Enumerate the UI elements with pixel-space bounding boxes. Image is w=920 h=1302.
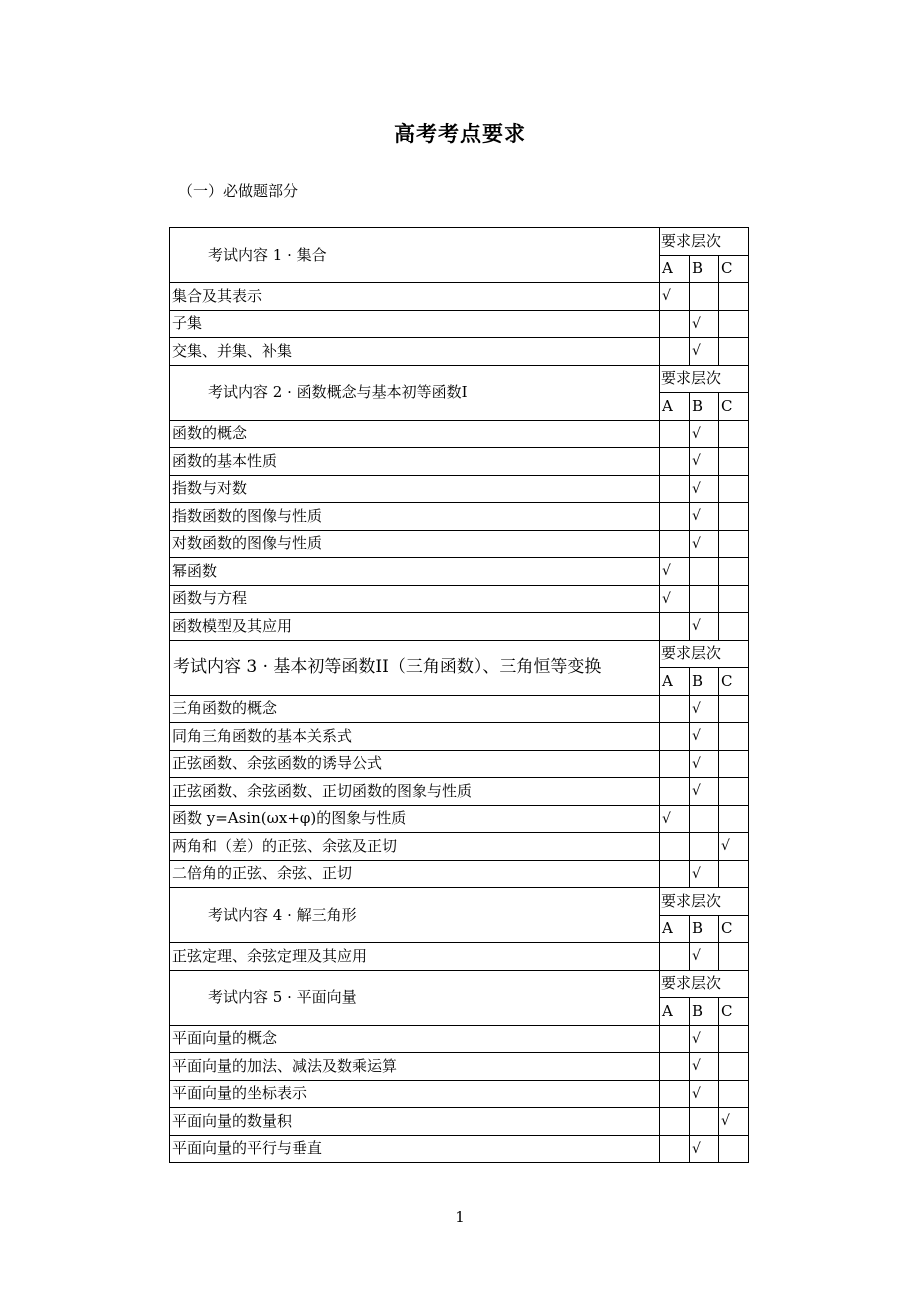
level-label: B — [690, 393, 719, 421]
group-title: 考试内容 3 · 基本初等函数II（三角函数）、三角恒等变换 — [170, 640, 660, 695]
topic-name: 平面向量的加法、减法及数乘运算 — [170, 1053, 660, 1081]
group-title: 考试内容 5 · 平面向量 — [170, 970, 660, 1025]
topic-name: 函数 y=Asin(ωx+φ)的图象与性质 — [170, 805, 660, 833]
check-mark-b: √ — [690, 943, 719, 971]
check-mark-b: √ — [690, 860, 719, 888]
level-cell-a — [660, 778, 690, 806]
check-mark-b: √ — [690, 695, 719, 723]
check-mark-c: √ — [719, 1108, 749, 1136]
table-row — [170, 1080, 749, 1108]
topic-name: 三角函数的概念 — [170, 695, 660, 723]
level-cell-c — [719, 585, 749, 613]
group-title: 考试内容 4 · 解三角形 — [170, 888, 660, 943]
level-cell-c — [719, 558, 749, 586]
level-cell-c — [719, 1025, 749, 1053]
level-cell-c — [719, 283, 749, 311]
table-row — [170, 695, 749, 723]
page-title: 高考考点要求 — [394, 121, 526, 146]
topic-name: 函数模型及其应用 — [170, 613, 660, 641]
topic-name: 平面向量的概念 — [170, 1025, 660, 1053]
topic-name: 平面向量的平行与垂直 — [170, 1135, 660, 1163]
table-row — [170, 558, 749, 586]
table-row — [170, 530, 749, 558]
level-cell-a — [660, 448, 690, 476]
check-mark-b: √ — [690, 1025, 719, 1053]
group-header-row — [170, 640, 749, 668]
topic-name: 子集 — [170, 310, 660, 338]
level-header: 要求层次 — [660, 640, 749, 668]
level-label: C — [719, 998, 749, 1026]
check-mark-c: √ — [719, 833, 749, 861]
table-row — [170, 283, 749, 311]
level-cell-a — [660, 613, 690, 641]
level-cell-b — [690, 283, 719, 311]
group-title: 考试内容 1 · 集合 — [170, 228, 660, 283]
table-row — [170, 613, 749, 641]
topic-name: 交集、并集、补集 — [170, 338, 660, 366]
check-mark-b: √ — [690, 613, 719, 641]
requirements-table-wrap — [169, 227, 749, 1163]
table-row — [170, 1108, 749, 1136]
level-cell-b — [690, 833, 719, 861]
level-cell-a — [660, 503, 690, 531]
level-cell-c — [719, 750, 749, 778]
level-cell-a — [660, 943, 690, 971]
requirements-table-body — [170, 228, 749, 1163]
level-label: B — [690, 915, 719, 943]
check-mark-b: √ — [690, 750, 719, 778]
topic-name: 两角和（差）的正弦、余弦及正切 — [170, 833, 660, 861]
level-cell-b — [690, 585, 719, 613]
level-label: C — [719, 668, 749, 696]
level-label: A — [660, 915, 690, 943]
table-row — [170, 750, 749, 778]
level-label: A — [660, 255, 690, 283]
level-cell-a — [660, 1053, 690, 1081]
check-mark-b: √ — [690, 1135, 719, 1163]
topic-name: 函数的概念 — [170, 420, 660, 448]
level-cell-c — [719, 475, 749, 503]
table-row — [170, 943, 749, 971]
level-cell-a — [660, 860, 690, 888]
level-label: A — [660, 998, 690, 1026]
level-cell-c — [719, 723, 749, 751]
table-row — [170, 585, 749, 613]
check-mark-b: √ — [690, 503, 719, 531]
topic-name: 幂函数 — [170, 558, 660, 586]
check-mark-a: √ — [660, 283, 690, 311]
level-cell-a — [660, 530, 690, 558]
table-row — [170, 310, 749, 338]
group-header-row — [170, 970, 749, 998]
level-cell-a — [660, 420, 690, 448]
table-row — [170, 338, 749, 366]
level-header: 要求层次 — [660, 365, 749, 393]
level-header: 要求层次 — [660, 228, 749, 256]
level-cell-a — [660, 833, 690, 861]
requirements-table — [169, 227, 749, 1163]
level-label: B — [690, 255, 719, 283]
level-label: C — [719, 393, 749, 421]
topic-name: 函数的基本性质 — [170, 448, 660, 476]
table-row — [170, 805, 749, 833]
level-cell-c — [719, 310, 749, 338]
group-title: 考试内容 2 · 函数概念与基本初等函数I — [170, 365, 660, 420]
level-label: C — [719, 915, 749, 943]
level-label: A — [660, 668, 690, 696]
table-row — [170, 1135, 749, 1163]
level-cell-b — [690, 1108, 719, 1136]
level-cell-c — [719, 530, 749, 558]
level-cell-c — [719, 1053, 749, 1081]
level-cell-a — [660, 750, 690, 778]
level-label: B — [690, 998, 719, 1026]
level-cell-c — [719, 1135, 749, 1163]
table-row — [170, 475, 749, 503]
table-row — [170, 1053, 749, 1081]
level-cell-c — [719, 1080, 749, 1108]
level-label: C — [719, 255, 749, 283]
topic-name: 指数与对数 — [170, 475, 660, 503]
level-cell-a — [660, 695, 690, 723]
check-mark-b: √ — [690, 338, 719, 366]
group-header-row — [170, 365, 749, 393]
level-cell-a — [660, 1135, 690, 1163]
level-cell-c — [719, 503, 749, 531]
table-row — [170, 503, 749, 531]
topic-name: 对数函数的图像与性质 — [170, 530, 660, 558]
level-label: B — [690, 668, 719, 696]
topic-name: 函数与方程 — [170, 585, 660, 613]
level-cell-b — [690, 805, 719, 833]
table-row — [170, 860, 749, 888]
check-mark-b: √ — [690, 723, 719, 751]
table-row — [170, 833, 749, 861]
level-header: 要求层次 — [660, 970, 749, 998]
level-cell-c — [719, 613, 749, 641]
level-cell-c — [719, 695, 749, 723]
table-row — [170, 1025, 749, 1053]
table-row — [170, 723, 749, 751]
level-cell-a — [660, 1025, 690, 1053]
topic-name: 平面向量的数量积 — [170, 1108, 660, 1136]
level-cell-a — [660, 1108, 690, 1136]
topic-name: 二倍角的正弦、余弦、正切 — [170, 860, 660, 888]
topic-name: 指数函数的图像与性质 — [170, 503, 660, 531]
level-cell-c — [719, 448, 749, 476]
level-cell-a — [660, 1080, 690, 1108]
table-row — [170, 448, 749, 476]
check-mark-a: √ — [660, 805, 690, 833]
topic-name: 集合及其表示 — [170, 283, 660, 311]
level-cell-a — [660, 338, 690, 366]
level-cell-a — [660, 475, 690, 503]
level-cell-a — [660, 723, 690, 751]
table-row — [170, 420, 749, 448]
check-mark-a: √ — [660, 585, 690, 613]
check-mark-b: √ — [690, 1053, 719, 1081]
section-heading: （一）必做题部分 — [178, 182, 299, 200]
group-header-row — [170, 888, 749, 916]
check-mark-b: √ — [690, 530, 719, 558]
level-cell-c — [719, 943, 749, 971]
check-mark-a: √ — [660, 558, 690, 586]
check-mark-b: √ — [690, 1080, 719, 1108]
check-mark-b: √ — [690, 448, 719, 476]
check-mark-b: √ — [690, 778, 719, 806]
level-cell-b — [690, 558, 719, 586]
topic-name: 正弦函数、余弦函数、正切函数的图象与性质 — [170, 778, 660, 806]
topic-name: 正弦定理、余弦定理及其应用 — [170, 943, 660, 971]
table-row — [170, 778, 749, 806]
level-cell-c — [719, 338, 749, 366]
group-header-row — [170, 228, 749, 256]
topic-name: 同角三角函数的基本关系式 — [170, 723, 660, 751]
level-header: 要求层次 — [660, 888, 749, 916]
level-label: A — [660, 393, 690, 421]
page-number: 1 — [455, 1208, 465, 1226]
level-cell-c — [719, 778, 749, 806]
topic-name: 正弦函数、余弦函数的诱导公式 — [170, 750, 660, 778]
level-cell-c — [719, 860, 749, 888]
level-cell-a — [660, 310, 690, 338]
check-mark-b: √ — [690, 420, 719, 448]
check-mark-b: √ — [690, 310, 719, 338]
level-cell-c — [719, 420, 749, 448]
check-mark-b: √ — [690, 475, 719, 503]
topic-name: 平面向量的坐标表示 — [170, 1080, 660, 1108]
level-cell-c — [719, 805, 749, 833]
